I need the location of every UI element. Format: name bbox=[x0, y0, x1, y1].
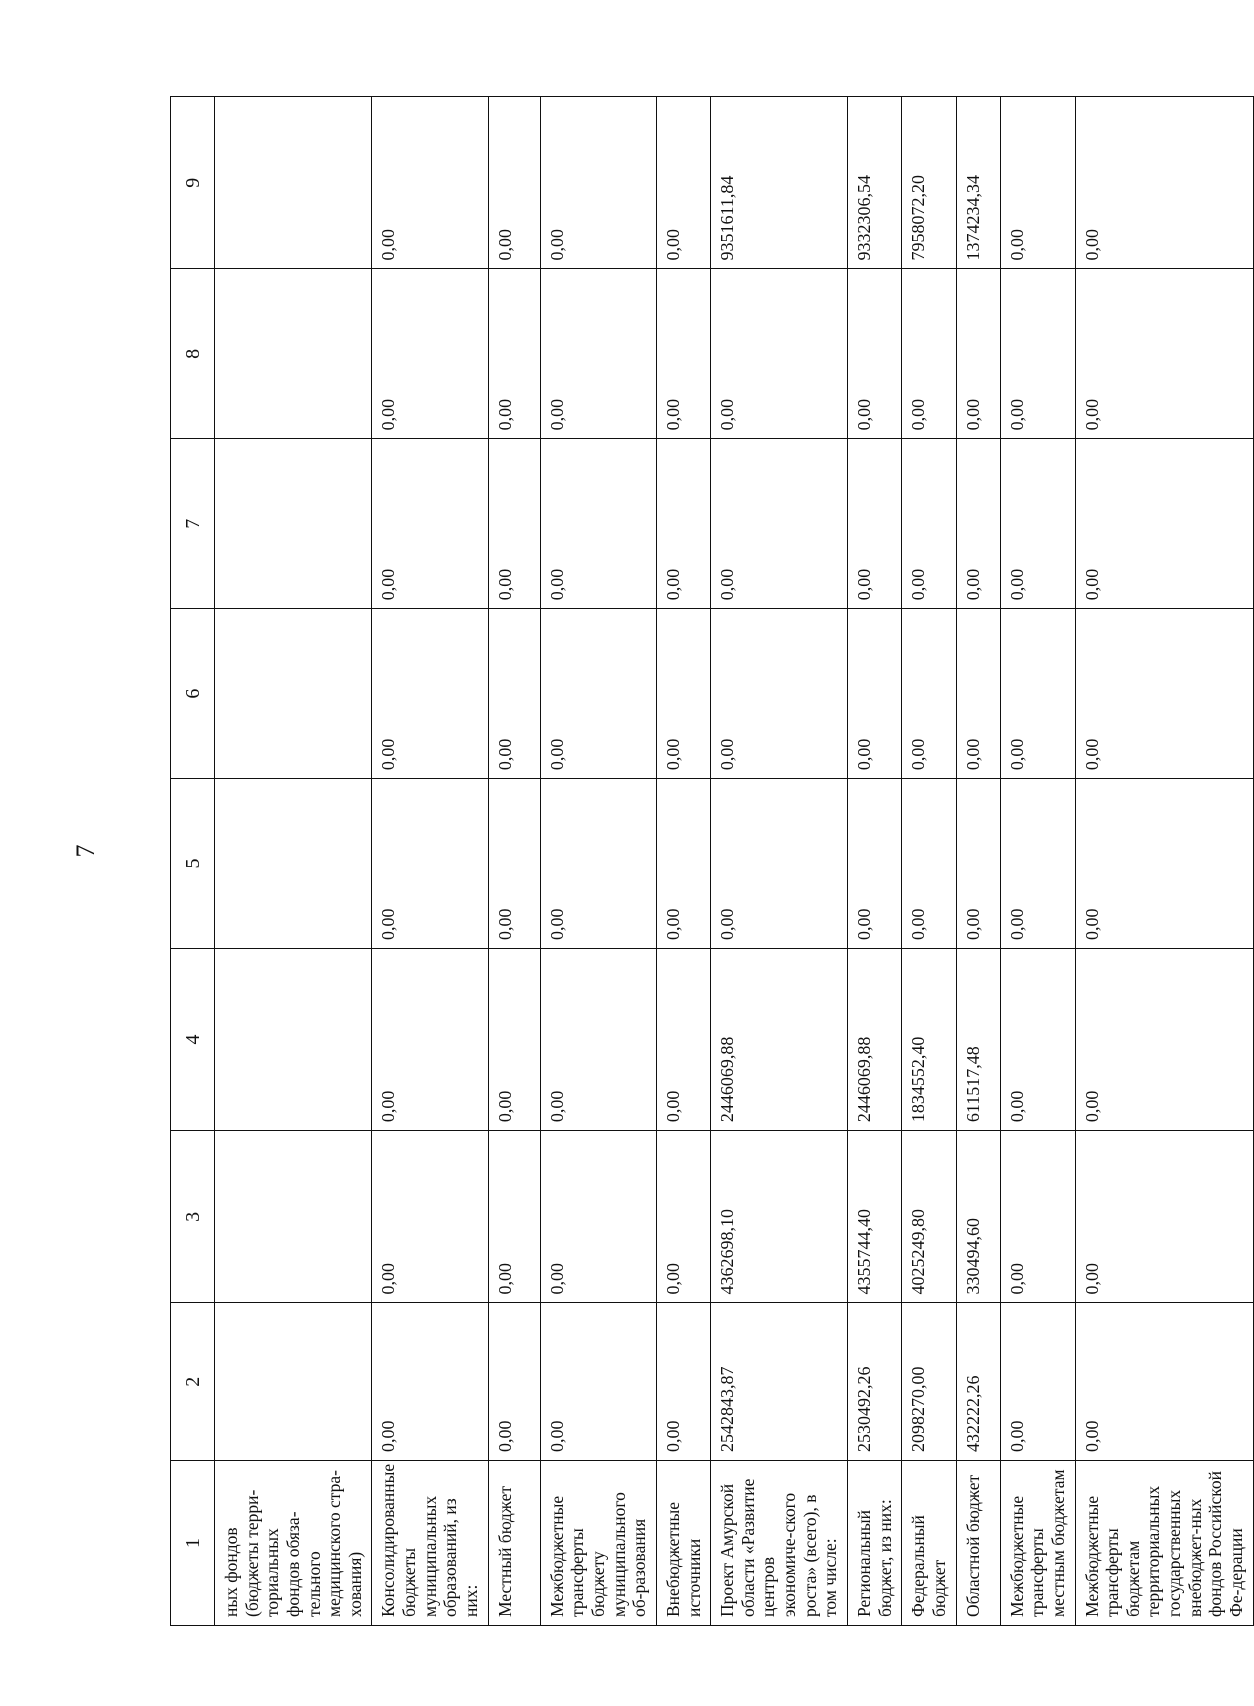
table-cell: 0,00 bbox=[1075, 97, 1253, 269]
table-cell: 0,00 bbox=[372, 1131, 488, 1303]
table-cell: 0,00 bbox=[540, 1131, 656, 1303]
row-label: Местный бюджет bbox=[488, 1461, 540, 1626]
column-header: 3 bbox=[171, 1131, 215, 1303]
table-cell: 4355744,40 bbox=[848, 1131, 902, 1303]
row-label: Областной бюджет bbox=[956, 1461, 1000, 1626]
table-row bbox=[848, 97, 902, 1626]
column-header: 8 bbox=[171, 269, 215, 439]
table-cell: 0,00 bbox=[540, 779, 656, 949]
row-label: Межбюджетные трансферты бюджетам территориальных государственных внебюджет-ных фондов Российской Фе-дерации bbox=[1075, 1461, 1253, 1626]
table-cell: 330494,60 bbox=[956, 1131, 1000, 1303]
table-cell: 0,00 bbox=[540, 97, 656, 269]
table-cell: 0,00 bbox=[1075, 948, 1253, 1130]
table-cell bbox=[215, 97, 372, 269]
header-row bbox=[171, 97, 215, 1626]
table-cell: 0,00 bbox=[1000, 948, 1075, 1130]
table-cell: 0,00 bbox=[1000, 779, 1075, 949]
table-cell: 0,00 bbox=[372, 439, 488, 609]
table-cell: 0,00 bbox=[848, 439, 902, 609]
table-cell: 7958072,20 bbox=[902, 97, 956, 269]
table-cell: 4362698,10 bbox=[711, 1131, 848, 1303]
table-cell: 0,00 bbox=[956, 439, 1000, 609]
table-cell: 0,00 bbox=[372, 1303, 488, 1461]
table-cell: 0,00 bbox=[1000, 97, 1075, 269]
table-cell bbox=[215, 609, 372, 779]
table-cell: 2446069,88 bbox=[848, 948, 902, 1130]
row-label: Региональный бюджет, из них: bbox=[848, 1461, 902, 1626]
budget-table-rotated bbox=[170, 96, 1246, 1626]
table-cell: 0,00 bbox=[656, 779, 710, 949]
table-cell: 0,00 bbox=[902, 269, 956, 439]
table-cell: 0,00 bbox=[956, 269, 1000, 439]
table-cell bbox=[215, 779, 372, 949]
table-cell: 0,00 bbox=[656, 609, 710, 779]
table-cell: 0,00 bbox=[488, 269, 540, 439]
table-cell: 432222,26 bbox=[956, 1303, 1000, 1461]
table-cell: 0,00 bbox=[656, 1131, 710, 1303]
table-cell: 0,00 bbox=[488, 609, 540, 779]
table-cell: 0,00 bbox=[1000, 1131, 1075, 1303]
table-cell bbox=[215, 1131, 372, 1303]
table-cell: 0,00 bbox=[540, 269, 656, 439]
row-label: Межбюджетные трансферты местным бюджетам bbox=[1000, 1461, 1075, 1626]
column-header: 4 bbox=[171, 948, 215, 1130]
table-cell: 0,00 bbox=[372, 948, 488, 1130]
table-row bbox=[540, 97, 656, 1626]
table-cell bbox=[215, 439, 372, 609]
table-cell: 0,00 bbox=[540, 1303, 656, 1461]
table-row bbox=[902, 97, 956, 1626]
row-label: Межбюджетные трансферты бюджету муниципального об-разования bbox=[540, 1461, 656, 1626]
table-cell: 611517,48 bbox=[956, 948, 1000, 1130]
table-cell: 0,00 bbox=[711, 439, 848, 609]
table-row bbox=[711, 97, 848, 1626]
column-header: 1 bbox=[171, 1461, 215, 1626]
table-cell: 0,00 bbox=[656, 439, 710, 609]
table-cell: 0,00 bbox=[956, 779, 1000, 949]
table-cell: 0,00 bbox=[1000, 269, 1075, 439]
table-cell: 0,00 bbox=[902, 779, 956, 949]
column-header: 7 bbox=[171, 439, 215, 609]
table-cell: 0,00 bbox=[656, 269, 710, 439]
budget-table bbox=[170, 96, 1254, 1626]
table-cell: 0,00 bbox=[1075, 1131, 1253, 1303]
table-cell: 0,00 bbox=[1075, 269, 1253, 439]
table-row bbox=[956, 97, 1000, 1626]
table-cell: 0,00 bbox=[656, 1303, 710, 1461]
table-row bbox=[656, 97, 710, 1626]
table-cell: 0,00 bbox=[540, 948, 656, 1130]
table-cell: 0,00 bbox=[1000, 439, 1075, 609]
table-cell: 0,00 bbox=[372, 779, 488, 949]
table-row bbox=[1000, 97, 1075, 1626]
table-row bbox=[488, 97, 540, 1626]
table-cell: 0,00 bbox=[488, 439, 540, 609]
table-cell: 9332306,54 bbox=[848, 97, 902, 269]
table-cell: 0,00 bbox=[488, 1303, 540, 1461]
table-cell: 4025249,80 bbox=[902, 1131, 956, 1303]
row-label: Проект Амурской области «Развитие центров экономиче-ского роста» (всего), в том числе: bbox=[711, 1461, 848, 1626]
table-cell: 2542843,87 bbox=[711, 1303, 848, 1461]
table-cell: 0,00 bbox=[848, 779, 902, 949]
table-cell: 0,00 bbox=[1075, 1303, 1253, 1461]
column-header: 5 bbox=[171, 779, 215, 949]
table-cell: 0,00 bbox=[1075, 609, 1253, 779]
table-cell: 0,00 bbox=[1075, 779, 1253, 949]
row-label: ных фондов (бюджеты терри-ториальных фондов обяза-тельного медицинского стра-хования) bbox=[215, 1461, 372, 1626]
table-cell: 0,00 bbox=[372, 609, 488, 779]
table-row bbox=[372, 97, 488, 1626]
table-cell bbox=[215, 269, 372, 439]
table-cell: 0,00 bbox=[848, 609, 902, 779]
table-cell: 0,00 bbox=[372, 97, 488, 269]
table-cell: 0,00 bbox=[488, 948, 540, 1130]
table-cell: 0,00 bbox=[1075, 439, 1253, 609]
table-cell: 0,00 bbox=[848, 269, 902, 439]
table-cell: 0,00 bbox=[656, 97, 710, 269]
page-number: 7 bbox=[71, 844, 100, 858]
table-cell bbox=[215, 948, 372, 1130]
table-cell: 0,00 bbox=[902, 439, 956, 609]
table-cell: 0,00 bbox=[540, 609, 656, 779]
table-cell: 2446069,88 bbox=[711, 948, 848, 1130]
column-header: 6 bbox=[171, 609, 215, 779]
table-cell: 0,00 bbox=[488, 97, 540, 269]
table-cell: 0,00 bbox=[488, 1131, 540, 1303]
table-cell: 0,00 bbox=[956, 609, 1000, 779]
table-cell: 2098270,00 bbox=[902, 1303, 956, 1461]
row-label: Консолидированные бюджеты муниципальных образований, из них: bbox=[372, 1461, 488, 1626]
row-label: Федеральный бюджет bbox=[902, 1461, 956, 1626]
table-cell: 0,00 bbox=[540, 439, 656, 609]
table-cell: 0,00 bbox=[711, 779, 848, 949]
table-cell: 0,00 bbox=[711, 609, 848, 779]
table-row bbox=[215, 97, 372, 1626]
table-cell: 0,00 bbox=[488, 779, 540, 949]
row-label: Внебюджетные источники bbox=[656, 1461, 710, 1626]
table-cell: 0,00 bbox=[902, 609, 956, 779]
table-cell: 0,00 bbox=[372, 269, 488, 439]
table-cell: 1374234,34 bbox=[956, 97, 1000, 269]
table-cell: 0,00 bbox=[656, 948, 710, 1130]
table-cell: 0,00 bbox=[1000, 1303, 1075, 1461]
column-header: 2 bbox=[171, 1303, 215, 1461]
table-cell: 0,00 bbox=[1000, 609, 1075, 779]
table-cell: 0,00 bbox=[711, 269, 848, 439]
table-cell: 9351611,84 bbox=[711, 97, 848, 269]
table-cell bbox=[215, 1303, 372, 1461]
table-cell: 1834552,40 bbox=[902, 948, 956, 1130]
table-cell: 2530492,26 bbox=[848, 1303, 902, 1461]
column-header: 9 bbox=[171, 97, 215, 269]
table-row bbox=[1075, 97, 1253, 1626]
